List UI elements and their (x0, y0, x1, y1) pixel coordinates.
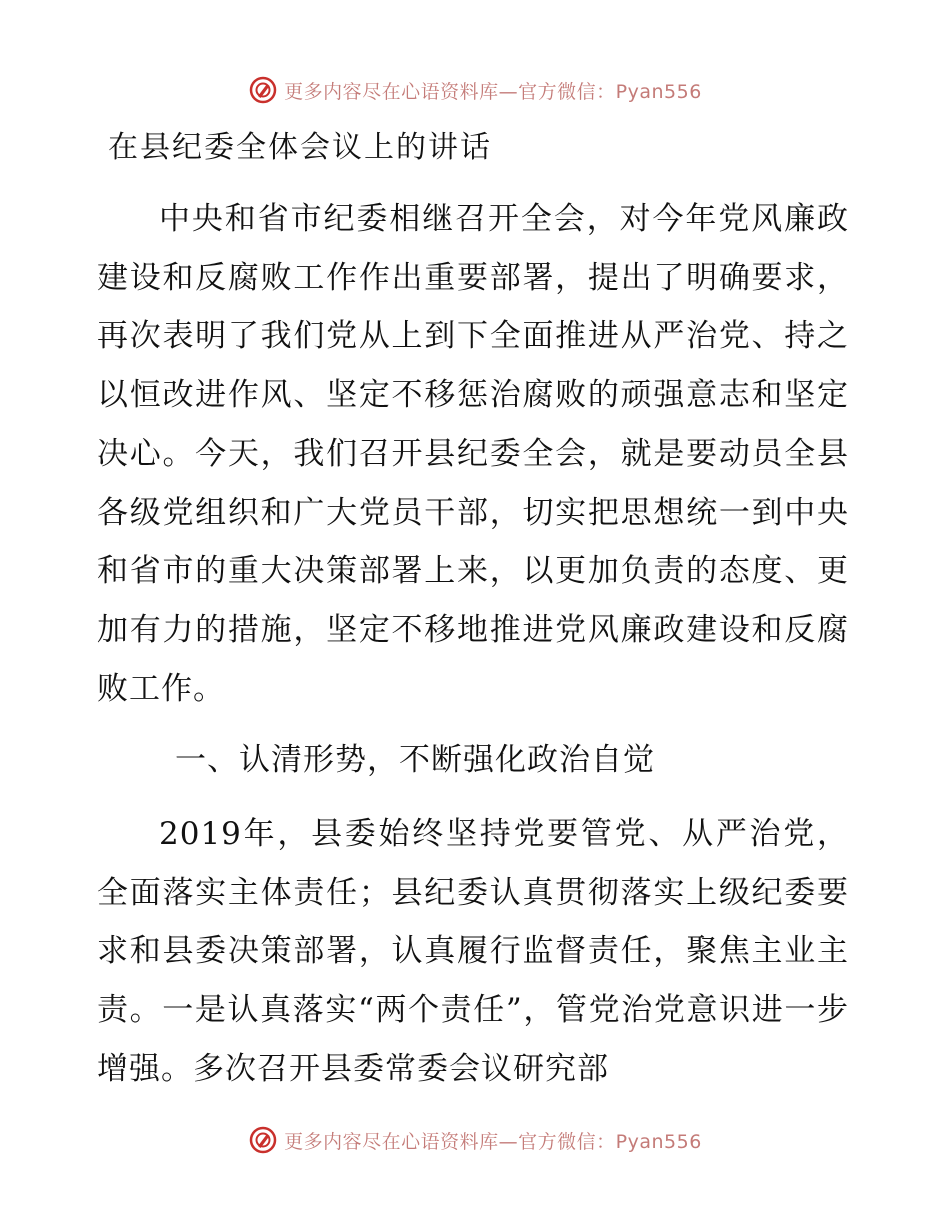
watermark-text: 更多内容尽在心语资料库—官方微信：Pyan556 (284, 80, 702, 103)
section-heading-1: 一、认清形势，不断强化政治自觉 (175, 742, 655, 778)
document-title: 在县纪委全体会议上的讲话 (108, 130, 492, 165)
pen-logo-icon (248, 1125, 278, 1155)
body-paragraph-1: 中央和省市纪委相继召开全会，对今年党风廉政建设和反腐败工作作出重要部署，提出了明确要求，再次表明了我们党从上到下全面推进从严治党、持之以恒改进作风、坚定不移惩治腐败的顽强意志和坚定决心。今天，我们召开县纪委全会，就是要动员全县各级党组织和广大党员干部，切实把思想统一到中央和省市的重大决策部署上来，以更加负责的态度、更加有力的措施，坚定不移地推进党风廉政建设和反腐败工作。 (97, 201, 849, 707)
watermark-header (0, 70, 950, 110)
pen-logo-icon (248, 75, 278, 105)
watermark-text: 更多内容尽在心语资料库—官方微信：Pyan556 (284, 1130, 702, 1153)
body-paragraph-2: 2019年，县委始终坚持党要管党、从严治党，全面落实主体责任；县纪委认真贯彻落实上级纪委要求和县委决策部署，认真履行监督责任，聚焦主业主责。一是认真落实“两个责任”，管党治党意识进一步增强。多次召开县委常委会议研究部 (97, 816, 849, 1087)
watermark-footer (0, 1120, 950, 1160)
